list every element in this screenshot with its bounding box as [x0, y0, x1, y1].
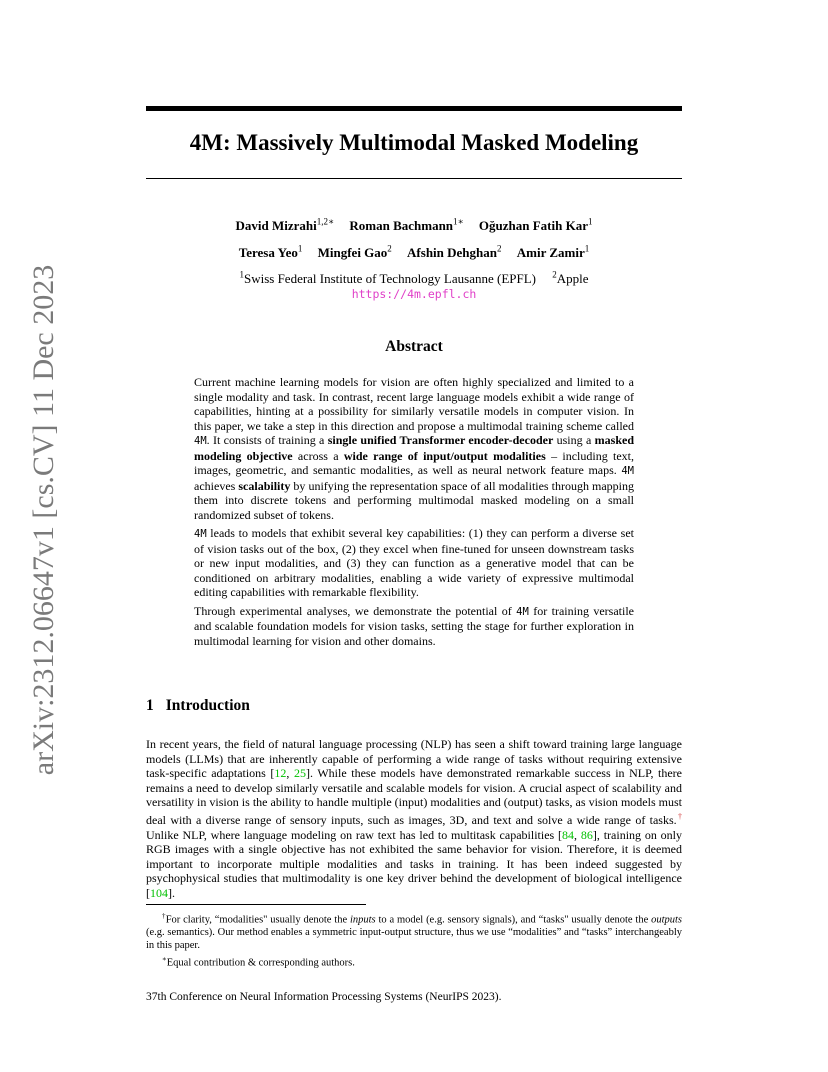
author: Amir Zamir$^1$: [516, 243, 590, 260]
introduction-body: [146, 737, 682, 901]
section-number: 1: [146, 697, 154, 714]
conference-note: 37th Conference on Neural Information Processing Systems (NeurIPS 2023).: [146, 991, 502, 1003]
author: Afshin Dehghan$^2$: [407, 243, 502, 260]
author-block: [146, 211, 682, 290]
affiliation: $^2$Apple: [552, 269, 589, 286]
affiliation: $^1$Swiss Federal Institute of Technology Lausanne (EPFL): [239, 269, 536, 286]
footnote-rule: [146, 904, 366, 905]
footnotes: [146, 910, 682, 970]
citation-link[interactable]: 84: [562, 827, 575, 842]
abstract-paragraph: 4M leads to models that exhibit several key capabilities: (1) they can perform a diverse set of vision tasks out of the box, (2) they excel when fine-tuned for unseen downstream tasks or new input modalities, and (3) they can function as a generative model that can be conditioned on arbitrary modalities, enabling a wide variety of expressive multimodal editing capabilities with remarkable flexibility.: [194, 526, 634, 599]
author: Roman Bachmann$^{1∗}$: [349, 217, 464, 234]
footnote-link[interactable]: †: [676, 811, 682, 821]
abstract-body: [194, 375, 634, 652]
author: David Mizrahi$^{1,2∗}$: [235, 217, 335, 234]
footnote: ∗Equal contribution & corresponding authors.: [162, 954, 355, 969]
citation-link[interactable]: 86: [580, 827, 593, 842]
paper-title: 4M: Massively Multimodal Masked Modeling: [189, 130, 639, 155]
title-top-rule: [146, 106, 682, 111]
section-title: Introduction: [165, 697, 250, 714]
project-url-link[interactable]: https://4m.epfl.ch: [351, 287, 477, 301]
section-heading: [146, 697, 250, 715]
citation-link[interactable]: 12: [274, 766, 287, 781]
author-row: [146, 211, 682, 237]
author: Oğuzhan Fatih Kar$^1$: [478, 217, 593, 234]
arxiv-identifier: arXiv:2312.06647v1 [cs.CV] 11 Dec 2023: [27, 264, 60, 776]
author: Teresa Yeo$^1$: [238, 243, 303, 260]
abstract-heading: Abstract: [385, 338, 443, 355]
abstract-paragraph: Through experimental analyses, we demonstrate the potential of 4M for training versatile and scalable foundation models for vision tasks, setting the stage for further exploration in multimodal learning for vision and other domains.: [194, 603, 634, 648]
author-row: [146, 237, 682, 263]
intro-paragraph: In recent years, the field of natural language processing (NLP) has seen a shift toward training large language models (LLMs) that are inherently capable of performing a wide range of tasks without requiring extensive task-specific adaptations [12, 25]. While these models have demonstrated remarkable success in NLP, there remains a need to develop similarly versatile and scalable models for vision. A crucial aspect of scalability and versatility in vision is the ability to handle multiple (input) modalities and (output) tasks, as vision models must deal with a diverse range of sensory inputs, such as images, 3D, and text and solve a wide range of tasks.† Unlike NLP, where language modeling on raw text has led to multitask capabilities [84, 86], training on only RGB images with a single objective has not exhibited the same behavior for vision. Therefore, it is deemed important to incorporate multiple modalities and tasks in training. It has been indeed suggested by psychophysical studies that multimodality is one key driver behind the development of biological intelligence [104].: [146, 737, 683, 900]
title-bottom-rule: [146, 178, 682, 179]
citation-link[interactable]: 25: [294, 766, 306, 781]
footnote: †For clarity, “modalities" usually denote the inputs to a model (e.g. sensory signals), and “tasks" usually denote the outputs (e.g. semantics). Our method enables a symmetric input-output structure, thus we use “modalities” and “tasks” interchangeably in this paper.: [146, 912, 682, 952]
abstract-paragraph: Current machine learning models for vision are often highly specialized and limited to a single modality and task. In contrast, recent large language models exhibit a wide range of capabilities, hinting at a possibility for similarly versatile models in computer vision. In this paper, we take a step in this direction and propose a multimodal training scheme called 4M. It consists of training a single unified Transformer encoder-decoder using a masked modeling objective across a wide range of input/output modalities – including text, images, geometric, and semantic modalities, as well as neural network feature maps. 4M achieves scalability by unifying the representation space of all modalities through mapping them into discrete tokens and performing multimodal masked modeling on a small randomized subset of tokens.: [194, 375, 635, 522]
citation-link[interactable]: 104: [150, 885, 168, 900]
author: Mingfei Gao$^2$: [317, 243, 392, 260]
